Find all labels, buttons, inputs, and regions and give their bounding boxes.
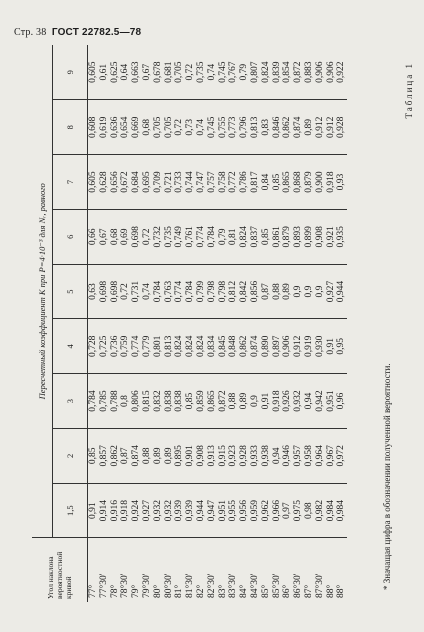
- table-cell: 0,9: [304, 264, 315, 319]
- table-row: [239, 45, 250, 602]
- coefficient-table: [32, 45, 347, 602]
- table-cell: 0,774: [131, 319, 142, 374]
- table-cell: 0,824: [239, 209, 250, 264]
- table-cell: 0,733: [174, 155, 185, 210]
- table-cell: 0,8: [120, 374, 131, 429]
- footnote: * Значащая цифра в обозначении полученной вероятности.: [382, 363, 392, 590]
- table-cell: 0,91: [88, 483, 99, 538]
- table-cell: 0,900: [315, 155, 326, 210]
- table-row: [174, 45, 185, 602]
- table-cell: 0,862: [282, 100, 293, 155]
- table-cell: 0,698: [110, 264, 121, 319]
- table-cell: 0,919: [304, 319, 315, 374]
- row-angle: 77°: [88, 584, 98, 598]
- table-cell: 0,933: [250, 428, 261, 483]
- table-row: [153, 45, 164, 602]
- table-cell: 0,89: [164, 428, 175, 483]
- table-cell: 0,817: [250, 155, 261, 210]
- table-cell: 0,74: [142, 264, 153, 319]
- table-cell: 0,839: [272, 45, 283, 100]
- table-cell: 0,966: [272, 483, 283, 538]
- row-angle: 84°: [239, 584, 250, 598]
- table-cell: 0,958: [304, 428, 315, 483]
- table-cell: 0,64: [120, 45, 131, 100]
- table-cell: 0,72: [185, 45, 196, 100]
- table-cell: 0,732: [153, 209, 164, 264]
- column-header: 8: [53, 100, 88, 155]
- row-angle: 87°30': [314, 573, 325, 598]
- table-cell: 0,959: [250, 483, 261, 538]
- table-cell: 0,779: [142, 319, 153, 374]
- table-cell: 0,957: [293, 428, 304, 483]
- row-angle: 86°30': [293, 573, 304, 598]
- table-cell: 0,926: [282, 374, 293, 429]
- table-cell: 0,784: [185, 264, 196, 319]
- table-cell: 0,69: [120, 209, 131, 264]
- table-cell: 0,91: [261, 374, 272, 429]
- table-cell: 0,85: [88, 428, 99, 483]
- table-cell: 0,824: [174, 319, 185, 374]
- table-cell: 0,786: [239, 155, 250, 210]
- table-cell: 0,772: [228, 155, 239, 210]
- table-cell: 0,721: [164, 155, 175, 210]
- table-cell: 0,928: [336, 100, 347, 155]
- row-angle: 82°30': [206, 573, 217, 598]
- table-cell: 0,755: [218, 100, 229, 155]
- table-cell: 0,813: [250, 100, 261, 155]
- table-cell: 0,912: [293, 319, 304, 374]
- table-cell: 0,930: [315, 319, 326, 374]
- table-cell: 0,939: [185, 483, 196, 538]
- table-caption: Пересчетный коэффициент K при P=4·10⁻³ для Nᵣ, равного: [32, 45, 53, 538]
- table-cell: 0,758: [218, 155, 229, 210]
- table-cell: 0,67: [99, 209, 110, 264]
- table-row: [228, 45, 239, 602]
- table-cell: 0,735: [196, 45, 207, 100]
- table-cell: 0,862: [110, 428, 121, 483]
- table-row: [282, 45, 293, 602]
- table-cell: 0,854: [282, 45, 293, 100]
- table-cell: 0,872: [218, 374, 229, 429]
- table-cell: 0,939: [174, 483, 185, 538]
- table-cell: 0,87: [120, 428, 131, 483]
- table-row: [142, 45, 153, 602]
- table-cell: 0,97: [282, 483, 293, 538]
- table-cell: 0,67: [142, 45, 153, 100]
- table-cell: 0,874: [293, 100, 304, 155]
- row-angle: 85°: [260, 584, 271, 598]
- table-cell: 0,774: [174, 264, 185, 319]
- table-cell: 0,93: [336, 155, 347, 210]
- table-cell: 0,761: [185, 209, 196, 264]
- table-cell: 0,975: [293, 483, 304, 538]
- table-cell: 0,837: [250, 209, 261, 264]
- table-cell: 0,788: [110, 374, 121, 429]
- table-cell: 0,784: [207, 209, 218, 264]
- table-cell: 0,901: [185, 428, 196, 483]
- table-cell: 0,984: [326, 483, 337, 538]
- table-cell: 0,61: [99, 45, 110, 100]
- table-cell: 0,85: [185, 374, 196, 429]
- table-cell: 0,79: [218, 209, 229, 264]
- table-cell: 0,745: [218, 45, 229, 100]
- table-cell: 0,813: [164, 319, 175, 374]
- table-cell: 0,913: [207, 428, 218, 483]
- table-row: [315, 45, 326, 602]
- table-cell: 0,918: [272, 374, 283, 429]
- table-cell: 0,916: [110, 483, 121, 538]
- row-angle: 85°30': [271, 573, 282, 598]
- table-cell: 0,681: [164, 45, 175, 100]
- row-angle: 86°: [282, 584, 293, 598]
- corner-header: Угол наклона вероятностной кривой: [32, 538, 88, 602]
- table-cell: 0,846: [272, 100, 283, 155]
- table-row: [120, 45, 131, 602]
- table-cell: 0,784: [88, 374, 99, 429]
- table-cell: 0,951: [326, 374, 337, 429]
- table-cell: 0,89: [153, 428, 164, 483]
- table-cell: 0,801: [153, 319, 164, 374]
- table-cell: 0,842: [239, 264, 250, 319]
- table-cell: 0,95: [336, 319, 347, 374]
- row-angle: 83°: [217, 584, 228, 598]
- table-cell: 0,87: [261, 264, 272, 319]
- table-cell: 0,824: [196, 319, 207, 374]
- row-angle: 78°30': [120, 573, 131, 598]
- table-cell: 0,967: [326, 428, 337, 483]
- table-cell: 0,728: [88, 319, 99, 374]
- table-cell: 0,89: [239, 374, 250, 429]
- row-angle: 81°: [174, 584, 185, 598]
- table-cell: 0,785: [99, 374, 110, 429]
- table-cell: 0,94: [272, 428, 283, 483]
- table-cell: 0,68: [110, 209, 121, 264]
- table-cell: 0,906: [282, 319, 293, 374]
- table-cell: 0,824: [185, 319, 196, 374]
- table-cell: 0,736: [110, 319, 121, 374]
- table-cell: 0,656: [110, 155, 121, 210]
- table-cell: 0,88: [228, 374, 239, 429]
- table-cell: 0,85: [261, 209, 272, 264]
- table-cell: 0,83: [261, 100, 272, 155]
- table-cell: 0,9: [250, 374, 261, 429]
- table-row: [293, 45, 304, 602]
- table-cell: 0,824: [261, 45, 272, 100]
- column-header: 1,5: [53, 483, 88, 538]
- table-cell: 0,982: [315, 483, 326, 538]
- table-cell: 0,636: [110, 100, 121, 155]
- column-header: 4: [53, 319, 88, 374]
- table-cell: 0,946: [282, 428, 293, 483]
- table-cell: 0,879: [304, 155, 315, 210]
- table-row: [261, 45, 272, 602]
- table-cell: 0,845: [218, 319, 229, 374]
- table-cell: 0,906: [315, 45, 326, 100]
- table-cell: 0,918: [120, 483, 131, 538]
- table-cell: 0,66: [88, 209, 99, 264]
- table-cell: 0,874: [131, 428, 142, 483]
- table-cell: 0,663: [131, 45, 142, 100]
- table-row: [99, 45, 110, 602]
- table-cell: 0,81: [228, 209, 239, 264]
- row-angle: 78°: [109, 584, 120, 598]
- table-row: [272, 45, 283, 602]
- table-cell: 0,763: [164, 264, 175, 319]
- column-header: 2: [53, 428, 88, 483]
- table-cell: 0,669: [131, 100, 142, 155]
- table-row: [250, 45, 261, 602]
- table-label: Таблица 1: [404, 62, 414, 119]
- table-cell: 0,899: [304, 209, 315, 264]
- table-cell: 0,91: [326, 319, 337, 374]
- table-cell: 0,85: [272, 155, 283, 210]
- table-cell: 0,94: [304, 374, 315, 429]
- table-cell: 0,874: [250, 319, 261, 374]
- table-cell: 0,812: [228, 264, 239, 319]
- table-cell: 0,9: [315, 264, 326, 319]
- table-row: [326, 45, 337, 602]
- table-cell: 0,731: [131, 264, 142, 319]
- table-cell: 0,944: [336, 264, 347, 319]
- table-cell: 0,698: [131, 209, 142, 264]
- table-cell: 0,932: [153, 483, 164, 538]
- table-cell: 0,951: [218, 483, 229, 538]
- row-angle: 87°: [303, 584, 314, 598]
- table-cell: 0,757: [207, 155, 218, 210]
- table-cell: 0,605: [88, 155, 99, 210]
- row-angle: 82°: [195, 584, 206, 598]
- table-cell: 0,705: [153, 100, 164, 155]
- table-cell: 0,79: [239, 45, 250, 100]
- table-cell: 0,832: [153, 374, 164, 429]
- table-row: [88, 45, 99, 602]
- column-header: 5: [53, 264, 88, 319]
- table-cell: 0,924: [131, 483, 142, 538]
- table-row: [304, 45, 315, 602]
- table-cell: 0,927: [326, 264, 337, 319]
- table-row: [110, 45, 121, 602]
- table-cell: 0,628: [99, 155, 110, 210]
- table-cell: 0,654: [120, 100, 131, 155]
- table-cell: 0,767: [228, 45, 239, 100]
- table-cell: 0,72: [120, 264, 131, 319]
- column-header-row: [53, 45, 88, 602]
- table-cell: 0,927: [142, 483, 153, 538]
- table-cell: 0,921: [326, 209, 337, 264]
- row-angle: 83°30': [228, 573, 239, 598]
- table-cell: 0,872: [293, 45, 304, 100]
- column-header: 6: [53, 209, 88, 264]
- table-cell: 0,807: [250, 45, 261, 100]
- table-cell: 0,912: [315, 100, 326, 155]
- table-cell: 0,956: [239, 483, 250, 538]
- table-cell: 0,838: [174, 374, 185, 429]
- table-cell: 0,908: [315, 209, 326, 264]
- table-cell: 0,883: [304, 45, 315, 100]
- table-cell: 0,947: [207, 483, 218, 538]
- table-cell: 0,68: [142, 100, 153, 155]
- table-cell: 0,918: [326, 155, 337, 210]
- table-row: [218, 45, 229, 602]
- row-angle: 88°: [336, 584, 347, 598]
- table-cell: 0,605: [88, 45, 99, 100]
- row-angle: 80°: [152, 584, 163, 598]
- table-cell: 0,745: [207, 100, 218, 155]
- row-angle: 81°30': [185, 573, 196, 598]
- table-cell: 0,96: [336, 374, 347, 429]
- table-cell: 0,955: [228, 483, 239, 538]
- table-cell: 0,906: [326, 45, 337, 100]
- row-angle: 79°30': [141, 573, 152, 598]
- table-row: [164, 45, 175, 602]
- table-cell: 0,705: [174, 45, 185, 100]
- table-cell: 0,914: [99, 483, 110, 538]
- table-cell: 0,938: [261, 428, 272, 483]
- table-cell: 0,749: [174, 209, 185, 264]
- table-cell: 0,859: [196, 374, 207, 429]
- table-cell: 0,735: [164, 209, 175, 264]
- table-cell: 0,73: [185, 100, 196, 155]
- rotated-table-container: [32, 45, 412, 602]
- table-cell: 0,84: [261, 155, 272, 210]
- table-cell: 0,72: [174, 100, 185, 155]
- table-cell: 0,838: [164, 374, 175, 429]
- table-cell: 0,625: [110, 45, 121, 100]
- table-cell: 0,89: [282, 264, 293, 319]
- table-cell: 0,759: [120, 319, 131, 374]
- row-angle: 88°: [325, 584, 336, 598]
- table-cell: 0,798: [207, 264, 218, 319]
- table-cell: 0,725: [99, 319, 110, 374]
- table-cell: 0,684: [131, 155, 142, 210]
- table-cell: 0,798: [218, 264, 229, 319]
- table-cell: 0,799: [196, 264, 207, 319]
- table-cell: 0,848: [228, 319, 239, 374]
- table-cell: 0,698: [99, 264, 110, 319]
- table-cell: 0,962: [261, 483, 272, 538]
- table-cell: 0,861: [272, 209, 283, 264]
- table-cell: 0,806: [131, 374, 142, 429]
- table-row: [336, 45, 347, 602]
- table-row: [131, 45, 142, 602]
- table-cell: 0,695: [142, 155, 153, 210]
- table-cell: 0,89: [304, 100, 315, 155]
- standard-number: ГОСТ 22782.5—78: [51, 27, 142, 38]
- table-cell: 0,74: [207, 45, 218, 100]
- table-cell: 0,862: [239, 319, 250, 374]
- table-cell: 0,868: [293, 155, 304, 210]
- table-cell: 0,984: [336, 483, 347, 538]
- table-cell: 0,796: [239, 100, 250, 155]
- table-cell: 0,815: [142, 374, 153, 429]
- table-cell: 0,857: [99, 428, 110, 483]
- table-cell: 0,856: [250, 264, 261, 319]
- table-cell: 0,744: [185, 155, 196, 210]
- table-row: [185, 45, 196, 602]
- page-number: Стр. 38: [14, 27, 47, 38]
- table-cell: 0,964: [315, 428, 326, 483]
- table-cell: 0,74: [196, 100, 207, 155]
- table-cell: 0,678: [153, 45, 164, 100]
- table-cell: 0,784: [153, 264, 164, 319]
- table-cell: 0,928: [239, 428, 250, 483]
- table-cell: 0,608: [88, 100, 99, 155]
- table-cell: 0,893: [293, 209, 304, 264]
- table-cell: 0,932: [293, 374, 304, 429]
- table-cell: 0,773: [228, 100, 239, 155]
- table-cell: 0,932: [164, 483, 175, 538]
- table-cell: 0,865: [282, 155, 293, 210]
- table-cell: 0,672: [120, 155, 131, 210]
- table-cell: 0,88: [272, 264, 283, 319]
- row-angle: 80°30': [163, 573, 174, 598]
- table-cell: 0,912: [326, 100, 337, 155]
- table-cell: 0,834: [207, 319, 218, 374]
- table-cell: 0,908: [196, 428, 207, 483]
- table-cell: 0,922: [336, 45, 347, 100]
- column-header: 9: [53, 45, 88, 100]
- table-body: [88, 45, 348, 602]
- table-cell: 0,897: [272, 319, 283, 374]
- table-cell: 0,890: [261, 319, 272, 374]
- table-cell: 0,98: [304, 483, 315, 538]
- table-cell: 0,944: [196, 483, 207, 538]
- table-cell: 0,879: [282, 209, 293, 264]
- table-cell: 0,72: [142, 209, 153, 264]
- table-cell: 0,705: [164, 100, 175, 155]
- table-cell: 0,709: [153, 155, 164, 210]
- table-cell: 0,774: [196, 209, 207, 264]
- column-header: 3: [53, 374, 88, 429]
- table-cell: 0,972: [336, 428, 347, 483]
- table-cell: 0,935: [336, 209, 347, 264]
- table-cell: 0,9: [293, 264, 304, 319]
- column-header: 7: [53, 155, 88, 210]
- table-cell: 0,88: [142, 428, 153, 483]
- table-row: [196, 45, 207, 602]
- table-cell: 0,619: [99, 100, 110, 155]
- row-angle: 77°30': [98, 573, 109, 598]
- row-angle: 79°: [131, 584, 142, 598]
- table-cell: 0,747: [196, 155, 207, 210]
- table-cell: 0,923: [228, 428, 239, 483]
- row-angle: 84°30': [249, 573, 260, 598]
- table-cell: 0,895: [174, 428, 185, 483]
- table-cell: 0,942: [315, 374, 326, 429]
- table-cell: 0,915: [218, 428, 229, 483]
- table-row: [207, 45, 218, 602]
- table-cell: 0,63: [88, 264, 99, 319]
- table-cell: 0,865: [207, 374, 218, 429]
